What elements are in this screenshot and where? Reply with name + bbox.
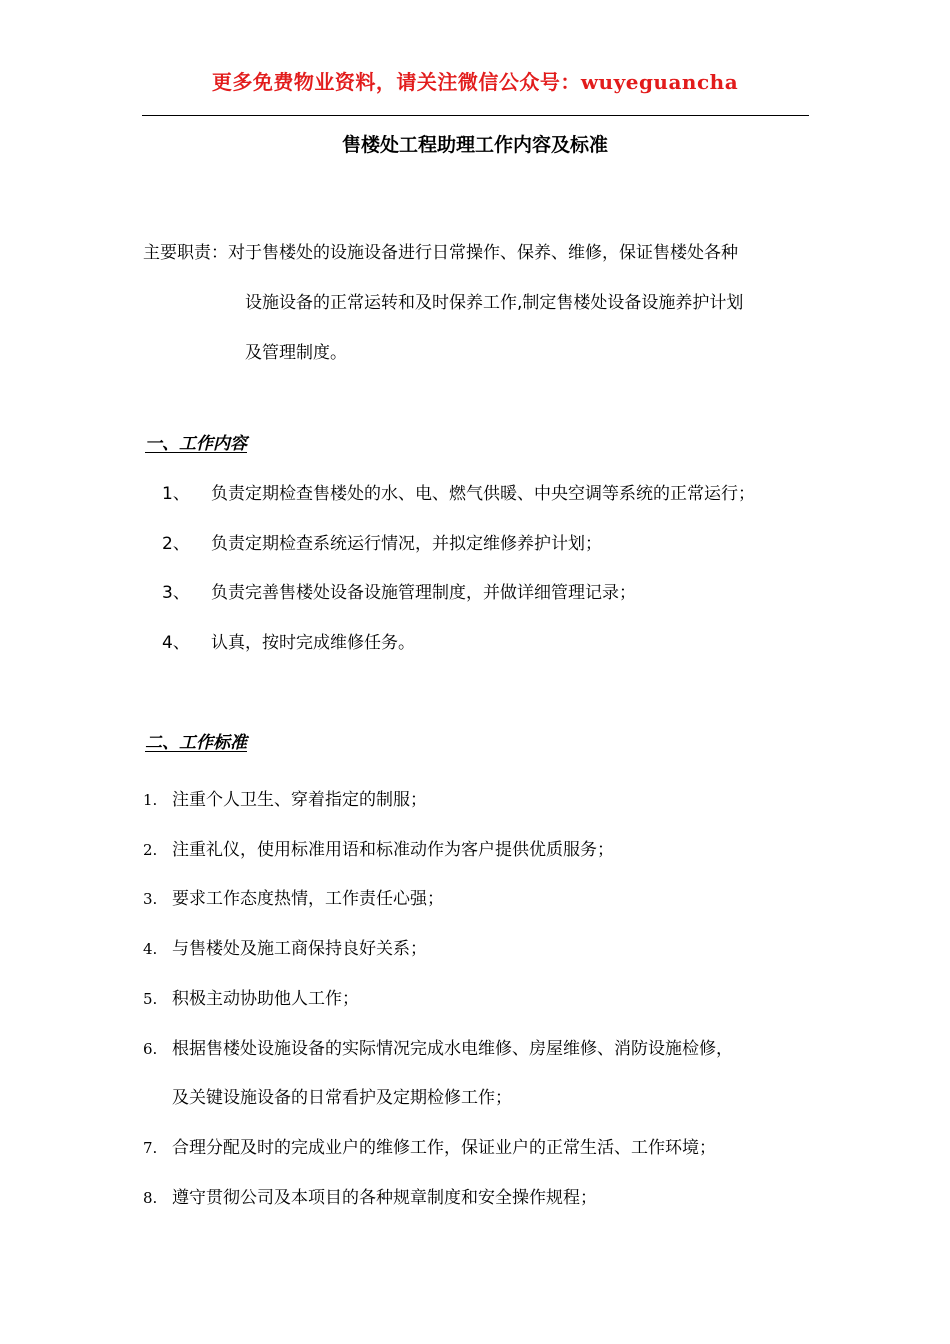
list-item-text: 负责完善售楼处设备设施管理制度，并做详细管理记录； — [211, 583, 636, 603]
list-item-text: 与售楼处及施工商保持良好关系； — [172, 939, 427, 960]
duty-line: 及管理制度。 — [245, 343, 347, 363]
header-divider — [142, 115, 809, 116]
list-item-text-block — [172, 1025, 817, 1124]
list-item-text: 认真，按时完成维修任务。 — [211, 632, 415, 653]
section-heading-work-standards: 二、工作标准 — [145, 733, 247, 753]
section-heading-work-content: 一、工作内容 — [145, 434, 247, 454]
list-item-text: 根据售楼处设施设备的实际情况完成水电维修、房屋维修、消防设施检修， — [172, 1038, 733, 1059]
list-item-number: 3. — [143, 890, 158, 909]
list-item — [143, 1124, 823, 1174]
list-item-text: 遵守贯彻公司及本项目的各种规章制度和安全操作规程； — [172, 1187, 597, 1208]
list-item-number: 5. — [143, 989, 158, 1008]
list-item-number: 6. — [143, 1039, 158, 1058]
work-content-list — [162, 479, 755, 677]
work-standards-list — [143, 776, 823, 1223]
list-item — [162, 628, 755, 678]
duty-line: 主要职责：对于售楼处的设施设备进行日常操作、保养、维修，保证售楼处各种 — [143, 243, 738, 263]
list-item — [143, 1025, 823, 1124]
list-item-text: 积极主动协助他人工作； — [172, 988, 359, 1009]
list-item — [143, 875, 823, 925]
list-item-number: 2. — [143, 840, 158, 859]
main-duty-paragraph — [143, 228, 813, 378]
list-item-number: 2、 — [162, 533, 190, 554]
list-item-number: 3、 — [162, 583, 190, 603]
list-item — [143, 776, 823, 826]
list-item-text: 注重个人卫生、穿着指定的制服； — [172, 790, 427, 810]
list-item — [143, 925, 823, 975]
list-item-number: 4、 — [162, 632, 190, 653]
header-banner: 更多免费物业资料，请关注微信公众号：wuyeguancha — [211, 70, 739, 94]
list-item-text: 负责定期检查系统运行情况，并拟定维修养护计划； — [211, 533, 602, 554]
list-item — [143, 975, 823, 1025]
list-item — [143, 826, 823, 876]
list-item — [143, 1174, 823, 1224]
list-item-number: 4. — [143, 940, 158, 959]
list-item-text: 要求工作态度热情，工作责任心强； — [172, 889, 444, 910]
list-item-text: 注重礼仪，使用标准用语和标准动作为客户提供优质服务； — [172, 839, 614, 860]
list-item-number: 8. — [143, 1188, 158, 1207]
list-item-number: 1、 — [162, 484, 190, 504]
list-item-text: 合理分配及时的完成业户的维修工作，保证业户的正常生活、工作环境； — [172, 1137, 716, 1158]
list-item-text-continued: 及关键设施设备的日常看护及定期检修工作； — [172, 1088, 512, 1109]
list-item — [162, 479, 755, 529]
list-item-text: 负责定期检查售楼处的水、电、燃气供暖、中央空调等系统的正常运行； — [211, 484, 755, 504]
list-item — [162, 529, 755, 579]
document-title: 售楼处工程助理工作内容及标准 — [341, 134, 608, 156]
list-item-number: 7. — [143, 1138, 158, 1157]
duty-line: 设施设备的正常运转和及时保养工作,制定售楼处设备设施养护计划 — [245, 293, 744, 313]
list-item — [162, 578, 755, 628]
list-item-number: 1. — [143, 791, 158, 809]
